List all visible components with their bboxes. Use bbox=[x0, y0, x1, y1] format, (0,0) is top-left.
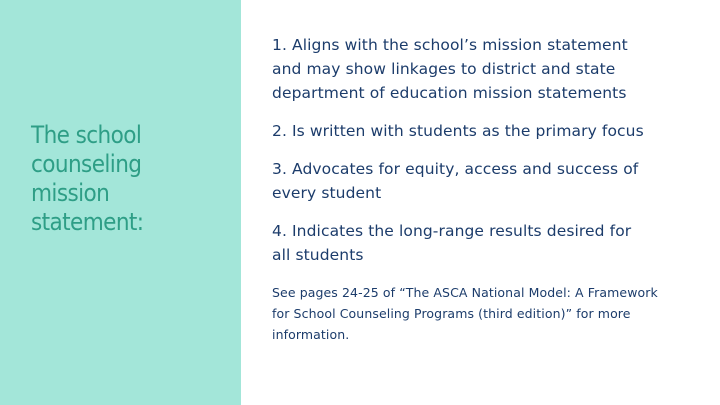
footnote-line: for School Counseling Programs (third edition)” for more bbox=[272, 306, 631, 321]
criterion-1 bbox=[272, 33, 712, 105]
criterion-line: department of education mission statements bbox=[272, 84, 627, 102]
criterion-line: 3. Advocates for equity, access and success of bbox=[272, 160, 639, 178]
slide-title-line: counseling bbox=[31, 150, 142, 178]
slide-title bbox=[31, 121, 231, 237]
criterion-line: 1. Aligns with the school’s mission statement bbox=[272, 36, 628, 54]
slide-title-line: mission bbox=[31, 179, 110, 207]
title-panel bbox=[0, 0, 241, 405]
criterion-line: all students bbox=[272, 246, 364, 264]
criterion-line: and may show linkages to district and state bbox=[272, 60, 616, 78]
criterion-3 bbox=[272, 157, 712, 205]
criterion-2 bbox=[272, 119, 712, 143]
criterion-line: 4. Indicates the long-range results desired for bbox=[272, 222, 632, 240]
footnote-line: information. bbox=[272, 327, 350, 342]
footnote-line: See pages 24-25 of “The ASCA National Model: A Framework bbox=[272, 285, 658, 300]
mission-criteria-list bbox=[272, 33, 712, 345]
reference-footnote bbox=[272, 282, 712, 345]
criterion-line: every student bbox=[272, 184, 382, 202]
slide-title-line: statement: bbox=[31, 208, 144, 236]
criterion-line: 2. Is written with students as the primary focus bbox=[272, 122, 644, 140]
criterion-4 bbox=[272, 219, 712, 267]
slide-title-line: The school bbox=[31, 121, 142, 149]
